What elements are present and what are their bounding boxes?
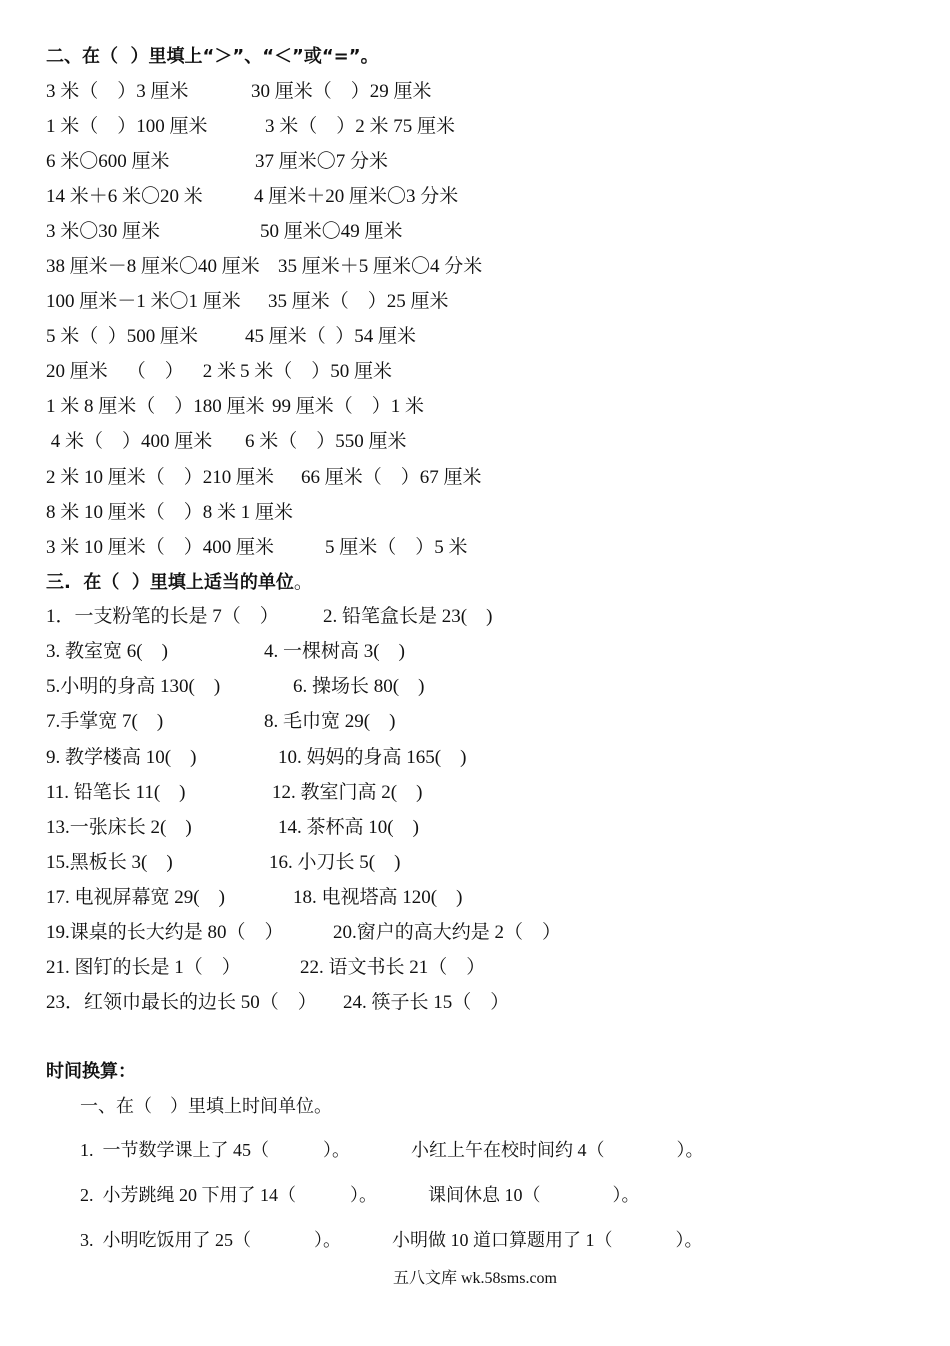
- compare-a: 5 米（ ）500 厘米: [46, 326, 199, 347]
- unit-row: [46, 709, 396, 735]
- unit-a: 21. 图钉的长是 1（ ）: [46, 957, 241, 978]
- compare-row: [46, 289, 449, 315]
- compare-a: 38 厘米－8 厘米〇40 厘米: [46, 256, 260, 277]
- compare-a: 3 米（ ）3 厘米: [46, 81, 189, 102]
- compare-b: 6 米（ ）550 厘米: [245, 431, 407, 452]
- time-row: [80, 1137, 704, 1163]
- compare-b: 99 厘米（ ）1 米: [272, 396, 425, 417]
- compare-row: [46, 114, 456, 140]
- compare-a: 1 米（ ）100 厘米: [46, 116, 208, 137]
- unit-row: [46, 604, 493, 630]
- compare-row: [46, 79, 432, 105]
- unit-b: 2. 铅笔盒长是 23( ): [323, 606, 493, 627]
- unit-b: 4. 一棵树高 3( ): [264, 641, 405, 662]
- unit-b: 18. 电视塔高 120( ): [293, 887, 463, 908]
- compare-b: 50 厘米〇49 厘米: [260, 221, 403, 242]
- compare-row: [46, 394, 425, 420]
- compare-a: 8 米 10 厘米（ ）8 米 1 厘米: [46, 502, 294, 523]
- compare-b: 35 厘米（ ）25 厘米: [268, 291, 449, 312]
- time-row: [80, 1227, 703, 1253]
- section3-title: 三. 在（ ）里填上适当的单位。: [46, 572, 313, 593]
- unit-b: 22. 语文书长 21（ ）: [300, 957, 486, 978]
- unit-row: [46, 990, 510, 1016]
- unit-a: 7.手掌宽 7( ): [46, 711, 164, 732]
- unit-row: [46, 850, 401, 876]
- compare-a: 3 米〇30 厘米: [46, 221, 161, 242]
- compare-row: [46, 359, 393, 385]
- compare-b: 35 厘米＋5 厘米〇4 分米: [278, 256, 483, 277]
- unit-row: [46, 815, 419, 841]
- time-title: 时间换算：: [46, 1061, 136, 1082]
- unit-a: 17. 电视屏幕宽 29( ): [46, 887, 225, 908]
- compare-row: [46, 219, 403, 245]
- unit-b: 8. 毛巾宽 29( ): [264, 711, 396, 732]
- unit-b: 24. 筷子长 15（ ）: [343, 992, 510, 1013]
- unit-b: 14. 茶杯高 10( ): [278, 817, 419, 838]
- unit-row: [46, 639, 405, 665]
- unit-a: 11. 铅笔长 11( ): [46, 782, 186, 803]
- unit-row: [46, 885, 463, 911]
- compare-row: [46, 500, 293, 526]
- unit-a: 5.小明的身高 130( ): [46, 676, 221, 697]
- compare-b: 5 米（ ）50 厘米: [240, 361, 393, 382]
- unit-b: 10. 妈妈的身高 165( ): [278, 747, 467, 768]
- compare-a: 1 米 8 厘米（ ）180 厘米: [46, 396, 265, 417]
- compare-a: 20 厘米 （ ） 2 米: [46, 361, 237, 382]
- compare-a: 3 米 10 厘米（ ）400 厘米: [46, 537, 275, 558]
- compare-a: 4 米（ ）400 厘米: [46, 431, 213, 452]
- compare-b: 30 厘米（ ）29 厘米: [251, 81, 432, 102]
- compare-b: 5 厘米（ ）5 米: [325, 537, 468, 558]
- compare-row: [46, 535, 468, 561]
- unit-a: 9. 教学楼高 10( ): [46, 747, 197, 768]
- compare-a: 6 米〇600 厘米: [46, 151, 170, 172]
- compare-a: 100 厘米－1 米〇1 厘米: [46, 291, 241, 312]
- compare-row: [46, 465, 482, 491]
- compare-b: 45 厘米（ ）54 厘米: [245, 326, 417, 347]
- unit-b: 12. 教室门高 2( ): [272, 782, 423, 803]
- unit-row: [46, 780, 423, 806]
- section2-title: 二、在（ ）里填上“＞”、“＜”或“=”。: [46, 46, 379, 67]
- unit-row: [46, 955, 486, 981]
- unit-b: 20.窗户的高大约是 2（ ）: [333, 922, 562, 943]
- time-a: 1. 一节数学课上了 45（ ）。: [80, 1140, 350, 1160]
- time-row: [80, 1182, 640, 1208]
- compare-b: 37 厘米〇7 分米: [255, 151, 389, 172]
- time-a: 2. 小芳跳绳 20 下用了 14（ ）。: [80, 1185, 377, 1205]
- compare-row: [46, 149, 389, 175]
- compare-row: [46, 324, 417, 350]
- time-b: 课间休息 10（ ）。: [428, 1185, 640, 1205]
- compare-b: 4 厘米＋20 厘米〇3 分米: [254, 186, 459, 207]
- compare-a: 14 米＋6 米〇20 米: [46, 186, 203, 207]
- unit-row: [46, 920, 562, 946]
- compare-row: [46, 254, 483, 280]
- unit-row: [46, 745, 467, 771]
- time-b: 小明做 10 道口算题用了 1（ ）。: [392, 1230, 703, 1250]
- compare-b: 66 厘米（ ）67 厘米: [301, 467, 482, 488]
- footer-watermark: 五八文库 wk.58sms.com: [392, 1270, 557, 1287]
- unit-row: [46, 674, 425, 700]
- compare-row: [46, 184, 459, 210]
- unit-a: 15.黑板长 3( ): [46, 852, 173, 873]
- unit-a: 3. 教室宽 6( ): [46, 641, 168, 662]
- time-a: 3. 小明吃饭用了 25（ ）。: [80, 1230, 341, 1250]
- unit-b: 16. 小刀长 5( ): [269, 852, 401, 873]
- unit-a: 1．一支粉笔的长是 7（ ）: [46, 606, 279, 627]
- time-subtitle: 一、在（ ）里填上时间单位。: [80, 1096, 332, 1116]
- time-b: 小红上午在校时间约 4（ ）。: [411, 1140, 704, 1160]
- compare-row: [46, 429, 407, 455]
- unit-b: 6. 操场长 80( ): [293, 676, 425, 697]
- compare-b: 3 米（ ）2 米 75 厘米: [265, 116, 456, 137]
- unit-a: 13.一张床长 2( ): [46, 817, 192, 838]
- unit-a: 23．红领巾最长的边长 50（ ）: [46, 992, 317, 1013]
- unit-a: 19.课桌的长大约是 80（ ）: [46, 922, 284, 943]
- compare-a: 2 米 10 厘米（ ）210 厘米: [46, 467, 275, 488]
